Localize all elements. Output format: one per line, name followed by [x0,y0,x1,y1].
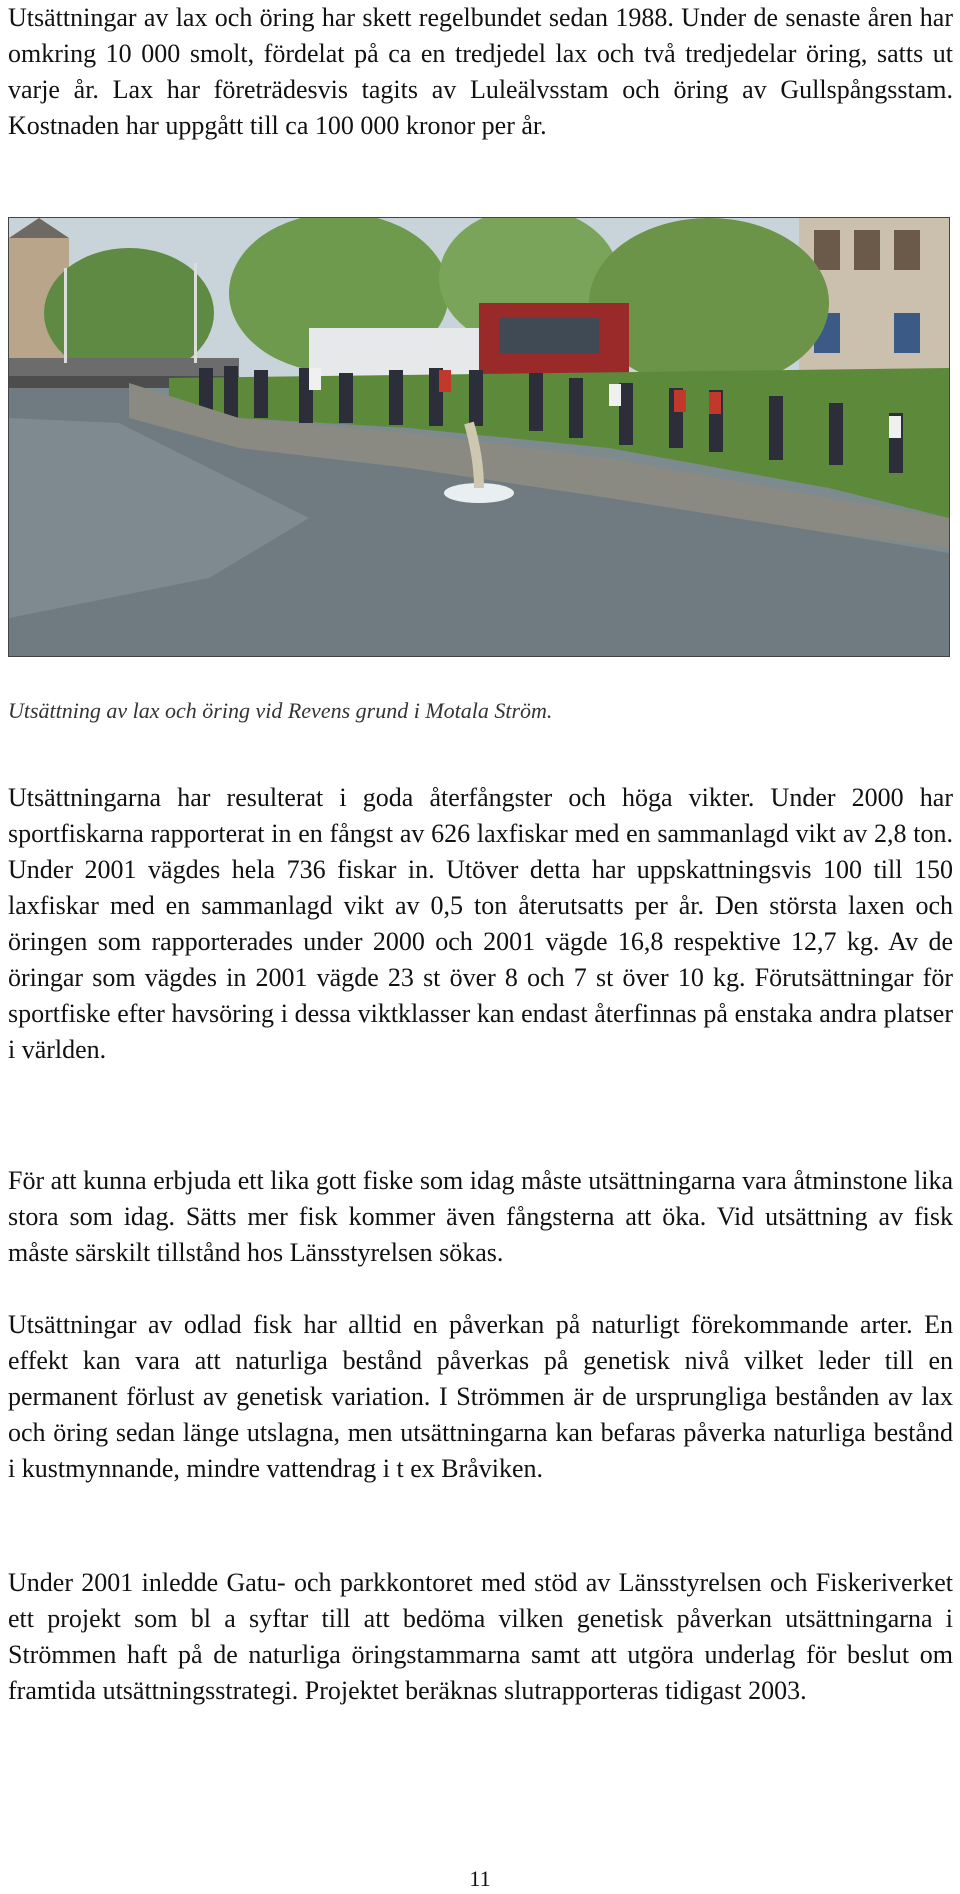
page-number: 11 [469,1866,491,1891]
paragraph-project-2001: Under 2001 inledde Gatu- och parkkontoret med stöd av Länsstyrelsen och Fiskeriverket ett projekt som bl a syftar till att bedöma vilken genetisk påverkan utsättningarna i Strömmen haft på de naturliga öringstammarna samt att utgöra underlag för beslut om framtida utsättningsstrategi. Projektet beräknas slutrapporteras tidigast 2003. [8,1568,953,1705]
paragraph-catch-results: Utsättningarna har resulterat i goda återfångster och höga vikter. Under 2000 har sportfiskarna rapporterat in en fångst av 626 laxfiskar med en sammanlagd vikt av 2,8 ton. Under 2001 vägdes hela 736 fiskar in. Utöver detta har uppskattningsvis 100 till 150 laxfiskar med en sammanlagd vikt av 0,5 ton återutsatts per år. Den största laxen och öringen som rapporterades under 2000 och 2001 vägde 16,8 respektive 12,7 kg. Av de öringar som vägdes in 2001 vägde 23 st över 8 och 7 st över 10 kg. Förutsättningar för sportfiske efter havsöring i dessa viktklasser kan endast återfinnas på enstaka andra platser i världen. [8,783,953,1064]
paragraph-stocking-history: Utsättningar av lax och öring har skett regelbundet sedan 1988. Under de senaste åren har omkring 10 000 smolt, fördelat på ca en tredjedel lax och två tredjedelar öring, satts ut varje år. Lax har företrädesvis tagits av Luleälvsstam och öring av Gullspångsstam. Kostnaden har uppgått till ca 100 000 kronor per år. [8,3,953,140]
photo-fish-release [8,217,950,657]
paragraph-future-stocking: För att kunna erbjuda ett lika gott fiske som idag måste utsättningarna vara åtminstone lika stora som idag. Sätts mer fisk kommer även fångsterna att öka. Vid utsättning av fisk måste särskilt tillstånd hos Länsstyrelsen sökas. [8,1166,953,1267]
paragraph-genetic-impact: Utsättningar av odlad fisk har alltid en påverkan på naturligt förekommande arter. En effekt kan vara att naturliga bestånd påverkas på genetisk nivå vilket leder till en permanent förlust av genetisk variation. I Strömmen är de ursprungliga bestånden av lax och öring sedan länge utslagna, men utsättningarna kan befaras påverka naturliga bestånd i kustmynnande, mindre vattendrag i t ex Bråviken. [8,1310,953,1483]
figure-caption: Utsättning av lax och öring vid Revens grund i Motala Ström. [8,698,553,723]
